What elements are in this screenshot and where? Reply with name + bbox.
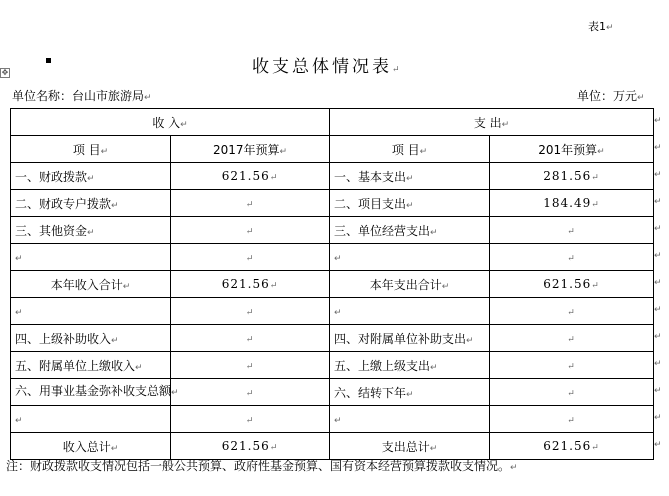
row-end-mark: ↵	[654, 386, 662, 396]
table-row	[11, 298, 654, 325]
income-value-cell: ↵	[171, 298, 330, 325]
table-subheader-row	[11, 136, 654, 163]
income-item-cell: 六、用事业基金弥补收支总额↵	[11, 379, 171, 406]
income-value-cell: ↵	[171, 244, 330, 271]
expense-value-cell: ↵	[490, 379, 654, 406]
expense-value-cell: ↵	[490, 217, 654, 244]
row-end-mark: ↵	[654, 251, 662, 261]
table-row	[11, 325, 654, 352]
income-value-cell: ↵	[171, 352, 330, 379]
table-row	[11, 217, 654, 244]
expense-item-cell: 四、对附属单位补助支出↵	[330, 325, 490, 352]
income-value-cell: ↵	[171, 217, 330, 244]
row-end-mark: ↵	[654, 143, 662, 153]
expense-value-cell: ↵	[490, 244, 654, 271]
table-row	[11, 352, 654, 379]
row-end-mark: ↵	[654, 332, 662, 342]
expense-item-cell: 支出总计↵	[330, 433, 490, 460]
expense-item-cell: 三、单位经营支出↵	[330, 217, 490, 244]
expense-item-cell: 二、项目支出↵	[330, 190, 490, 217]
income-item-cell: ↵	[11, 298, 171, 325]
income-item-cell: 二、财政专户拨款↵	[11, 190, 171, 217]
income-item-cell: 三、其他资金↵	[11, 217, 171, 244]
income-item-cell: ↵	[11, 406, 171, 433]
income-value-cell: ↵	[171, 406, 330, 433]
footnote: 注：财政拨款收支情况包括一般公共预算、政府性基金预算、国有资本经营预算拨款收支情况。↵	[6, 459, 518, 473]
income-budget-header: 2017年预算↵	[171, 136, 330, 163]
income-item-header: 项 目↵	[11, 136, 171, 163]
income-value-cell: ↵	[171, 190, 330, 217]
income-value-cell: 621.56↵	[171, 163, 330, 190]
income-item-cell: 收入总计↵	[11, 433, 171, 460]
budget-table	[10, 108, 654, 460]
expense-value-cell: 184.49↵	[490, 190, 654, 217]
expense-value-cell: 621.56↵	[490, 433, 654, 460]
income-value-cell: 621.56↵	[171, 271, 330, 298]
income-item-cell: ↵	[11, 244, 171, 271]
income-value-cell: 621.56↵	[171, 433, 330, 460]
income-item-cell: 本年收入合计↵	[11, 271, 171, 298]
expense-item-cell: 五、上缴上级支出↵	[330, 352, 490, 379]
row-end-mark: ↵	[654, 413, 662, 423]
table-header-row	[11, 109, 654, 136]
row-end-mark: ↵	[654, 197, 662, 207]
income-header-cell: 收 入↵	[11, 109, 330, 136]
income-value-cell: ↵	[171, 379, 330, 406]
unit-name-label: 单位名称：台山市旅游局↵	[12, 89, 152, 103]
anchor-marker	[46, 58, 51, 63]
income-item-cell: 四、上级补助收入↵	[11, 325, 171, 352]
row-end-mark: ↵	[654, 440, 662, 450]
expense-item-cell: 六、结转下年↵	[330, 379, 490, 406]
table-row	[11, 406, 654, 433]
expense-budget-header: 201年预算↵	[490, 136, 654, 163]
expense-item-cell: 本年支出合计↵	[330, 271, 490, 298]
table-number-label: 表1↵	[588, 20, 614, 33]
expense-value-cell: 621.56↵	[490, 271, 654, 298]
row-end-mark: ↵	[654, 359, 662, 369]
row-end-mark: ↵	[654, 224, 662, 234]
income-value-cell: ↵	[171, 325, 330, 352]
income-item-cell: 一、财政拨款↵	[11, 163, 171, 190]
expense-value-cell: ↵	[490, 325, 654, 352]
table-row	[11, 379, 654, 406]
income-item-cell: 五、附属单位上缴收入↵	[11, 352, 171, 379]
row-end-mark: ↵	[654, 278, 662, 288]
page-title: 收支总体情况表↵	[252, 57, 403, 77]
table-row	[11, 163, 654, 190]
table-row	[11, 244, 654, 271]
table-row	[11, 271, 654, 298]
expense-item-cell: ↵	[330, 298, 490, 325]
row-end-mark: ↵	[654, 170, 662, 180]
table-move-handle-icon[interactable]: ✥	[1, 68, 9, 77]
end-of-row-marks	[654, 108, 664, 453]
expense-item-cell: 一、基本支出↵	[330, 163, 490, 190]
unit-label: 单位：万元↵	[577, 89, 645, 103]
table-row	[11, 190, 654, 217]
row-end-mark: ↵	[654, 116, 662, 126]
expense-value-cell: ↵	[490, 406, 654, 433]
row-end-mark: ↵	[654, 305, 662, 315]
expense-item-header: 项 目↵	[330, 136, 490, 163]
expense-header-cell: 支 出↵	[330, 109, 654, 136]
table-row	[11, 433, 654, 460]
expense-value-cell: 281.56↵	[490, 163, 654, 190]
expense-value-cell: ↵	[490, 352, 654, 379]
expense-item-cell: ↵	[330, 406, 490, 433]
expense-value-cell: ↵	[490, 298, 654, 325]
expense-item-cell: ↵	[330, 244, 490, 271]
